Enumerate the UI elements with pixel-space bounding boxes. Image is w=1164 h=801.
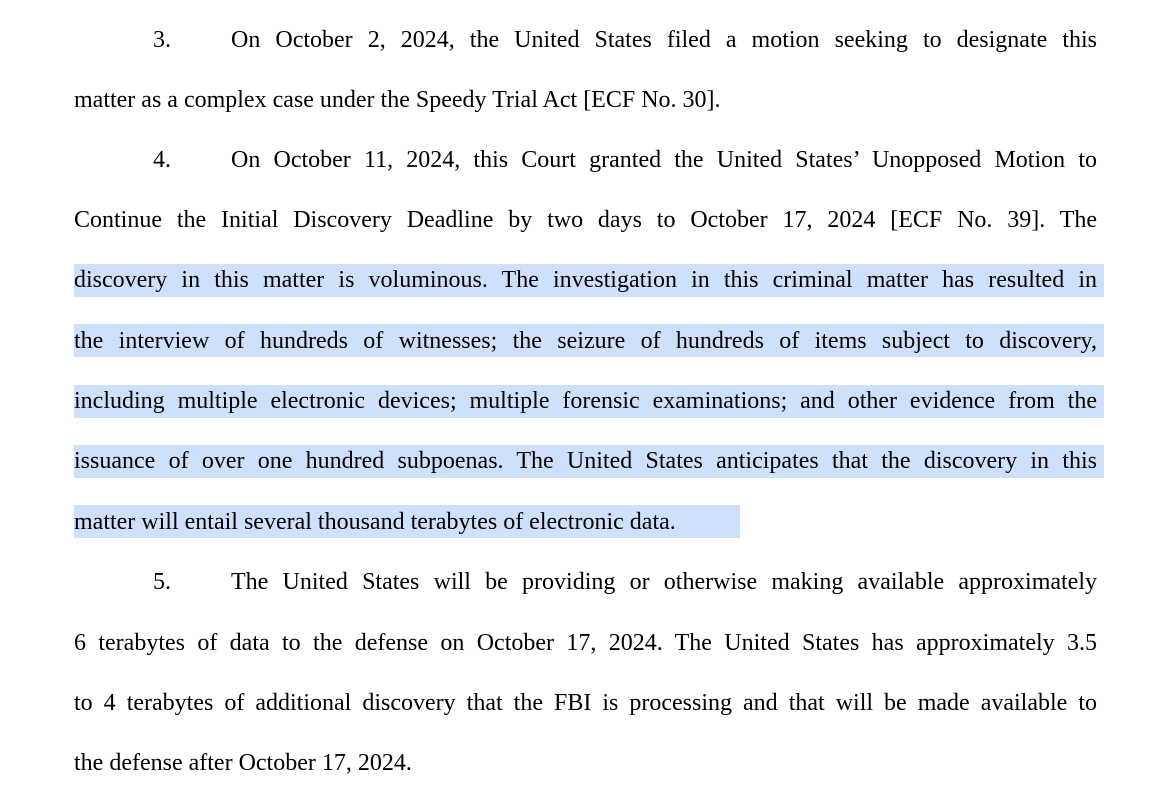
- paragraph-number-5: 5.: [153, 569, 171, 595]
- paragraph-4-line-3[interactable]: discovery in this matter is voluminous. The investigation in this criminal matter has resulted in: [74, 267, 1097, 293]
- paragraph-3-line-2[interactable]: matter as a complex case under the Speedy Trial Act [ECF No. 30].: [74, 87, 721, 113]
- paragraph-5-line-3[interactable]: to 4 terabytes of additional discovery that the FBI is processing and that will be made available to: [74, 690, 1097, 716]
- paragraph-5-line-4[interactable]: the defense after October 17, 2024.: [74, 750, 412, 776]
- paragraph-5-line-2[interactable]: 6 terabytes of data to the defense on October 17, 2024. The United States has approximately 3.5: [74, 630, 1097, 656]
- paragraph-4-line-7[interactable]: matter will entail several thousand terabytes of electronic data.: [74, 509, 676, 535]
- paragraph-4-line-2[interactable]: Continue the Initial Discovery Deadline by two days to October 17, 2024 [ECF No. 39]. The: [74, 207, 1097, 233]
- paragraph-3-line-1[interactable]: On October 2, 2024, the United States filed a motion seeking to designate this: [231, 27, 1097, 53]
- paragraph-number-4: 4.: [153, 147, 171, 173]
- paragraph-4-line-5[interactable]: including multiple electronic devices; multiple forensic examinations; and other evidence from the: [74, 388, 1097, 414]
- paragraph-number-3: 3.: [153, 27, 171, 53]
- paragraph-4-line-4[interactable]: the interview of hundreds of witnesses; the seizure of hundreds of items subject to discovery,: [74, 328, 1097, 354]
- paragraph-4-line-6[interactable]: issuance of over one hundred subpoenas. The United States anticipates that the discovery in this: [74, 448, 1097, 474]
- paragraph-4-line-1[interactable]: On October 11, 2024, this Court granted the United States’ Unopposed Motion to: [231, 147, 1097, 173]
- paragraph-5-line-1[interactable]: The United States will be providing or otherwise making available approximately: [231, 569, 1097, 595]
